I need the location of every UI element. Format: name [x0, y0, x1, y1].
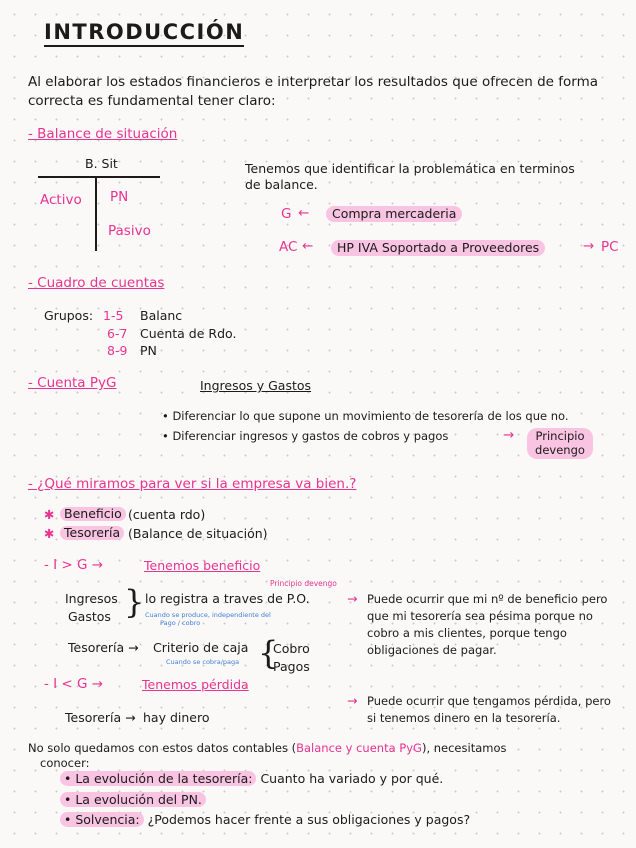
note-1-line-1: Puede ocurrir que mi nº de beneficio pero: [367, 592, 608, 606]
pyg-subheading: Ingresos y Gastos: [200, 378, 312, 393]
note-1-line-3: cobro a mis clientes, porque tengo: [367, 626, 567, 640]
cuadro-heading: - Cuadro de cuentas: [28, 275, 165, 291]
cobro-label: Cobro: [273, 641, 310, 656]
intro-line-2: correcta es fundamental tener claro:: [28, 93, 276, 109]
cuadro-grupos-label: Grupos:: [44, 308, 94, 323]
closing-item-1-label: • La evolución de la tesorería:: [60, 771, 256, 786]
balance-activo: Activo: [40, 192, 82, 208]
cuadro-row-1-text: Balanc: [140, 308, 183, 323]
balance-g-arrow: ←: [298, 205, 310, 221]
intro-line-1: Al elaborar los estados financieros e interpretar los resultados que ofrecen de forma: [28, 74, 599, 90]
principio-devengo-small: Principio devengo: [270, 579, 337, 588]
star-1-icon: ✱: [44, 507, 55, 522]
page-title: INTRODUCCIÓN: [44, 20, 244, 47]
pyg-principio-line-2: devengo: [535, 443, 585, 458]
closing-line-1-pink: Balance y cuenta PyG: [296, 741, 422, 755]
balance-pasivo: Pasivo: [108, 223, 151, 239]
hay-dinero: hay dinero: [143, 710, 210, 725]
registra-blue-line-1: Cuando se produce, independiente del: [145, 611, 271, 619]
case-2-head: - I < G →: [44, 676, 104, 692]
cuadro-row-2-text: Cuenta de Rdo.: [140, 326, 237, 341]
closing-item-3-label: • Solvencia:: [60, 812, 144, 827]
note-2-line-1: Puede ocurrir que tengamos pérdida, pero: [367, 694, 611, 708]
case-1-label: Tenemos beneficio: [144, 558, 261, 573]
balance-table-hline: [38, 176, 160, 178]
cuadro-row-3-range: 8-9: [107, 343, 128, 358]
balance-ac-label: AC: [279, 239, 298, 255]
pyg-heading: - Cuenta PyG: [28, 375, 117, 391]
star-2-icon: ✱: [44, 526, 55, 541]
case-2-label: Tenemos pérdida: [142, 677, 249, 692]
note-1-line-4: obligaciones de pagar.: [367, 643, 497, 657]
ingresos-gastos-brace: }: [124, 583, 145, 621]
tesoreria-1-label: Tesorería →: [68, 640, 139, 655]
balance-pc-label: PC: [601, 239, 619, 255]
balance-text-line-2: de balance.: [245, 177, 318, 192]
balance-g-label: G: [281, 206, 292, 222]
closing-item-3-text: ¿Podemos hacer frente a sus obligaciones y pagos?: [147, 812, 471, 827]
cuadro-row-3-text: PN: [140, 343, 157, 358]
closing-item-1: [60, 772, 443, 786]
cuadro-row-1-range: 1-5: [103, 308, 124, 323]
balance-text-line-1: Tenemos que identificar la problemática en terminos: [245, 161, 575, 176]
criterio-blue: Cuando se cobra/paga: [166, 658, 240, 666]
pagos-label: Pagos: [273, 659, 310, 674]
closing-line-2: conocer:: [40, 756, 90, 770]
cobro-pagos-brace: {: [258, 634, 279, 672]
note-1-line-2: que mi tesorería sea pésima porque no: [367, 609, 593, 623]
balance-g-box: Compra mercaderia: [326, 206, 462, 222]
tesoreria-2-label: Tesorería →: [65, 710, 136, 725]
closing-line-1-a: No solo quedamos con estos datos contables (: [28, 741, 297, 755]
star-1-text: (cuenta rdo): [128, 507, 206, 522]
pyg-arrow: →: [503, 427, 515, 443]
pyg-bullet-1: • Diferenciar lo que supone un movimiento de tesorería de los que no.: [162, 409, 569, 423]
pyg-bullet-2: • Diferenciar ingresos y gastos de cobros y pagos: [162, 429, 449, 443]
closing-line-1-b: ), necesitamos: [421, 741, 507, 755]
balance-table-header: B. Sit: [85, 156, 118, 171]
note-1-arrow: →: [347, 591, 358, 606]
balance-heading: - Balance de situación: [28, 126, 178, 142]
closing-line-1: [28, 742, 507, 755]
closing-item-1-text: Cuanto ha variado y por qué.: [260, 771, 444, 786]
note-2-arrow: →: [347, 693, 358, 708]
registra-blue-line-2: Pago / cobro: [160, 619, 201, 627]
star-2-label: Tesorería: [60, 526, 124, 540]
closing-item-3: [60, 813, 470, 827]
criterio-caja: Criterio de caja: [153, 640, 249, 655]
note-2-line-2: si tenemos dinero en la tesorería.: [367, 711, 561, 725]
gastos-label: Gastos: [68, 609, 111, 624]
cuadro-row-2-range: 6-7: [107, 326, 128, 341]
balance-table-vline: [95, 176, 97, 251]
closing-item-2-label: • La evolución del PN.: [60, 792, 206, 807]
closing-item-2: [60, 793, 206, 807]
balance-ac-arrow: ←: [302, 238, 314, 254]
pyg-principio-devengo: [527, 428, 593, 459]
case-1-head: - I > G →: [44, 557, 104, 573]
balance-pn: PN: [110, 189, 129, 205]
star-2-text: (Balance de situación): [128, 526, 268, 541]
balance-ac-box: HP IVA Soportado a Proveedores: [331, 240, 545, 256]
balance-pc-arrow: →: [583, 238, 595, 254]
star-1-label: Beneficio: [60, 507, 126, 521]
pyg-principio-line-1: Principio: [535, 429, 585, 443]
question-heading: - ¿Qué miramos para ver si la empresa va bien.?: [28, 476, 357, 492]
registra-text: lo registra a traves de P.O.: [145, 591, 310, 606]
ingresos-label: Ingresos: [65, 591, 118, 606]
